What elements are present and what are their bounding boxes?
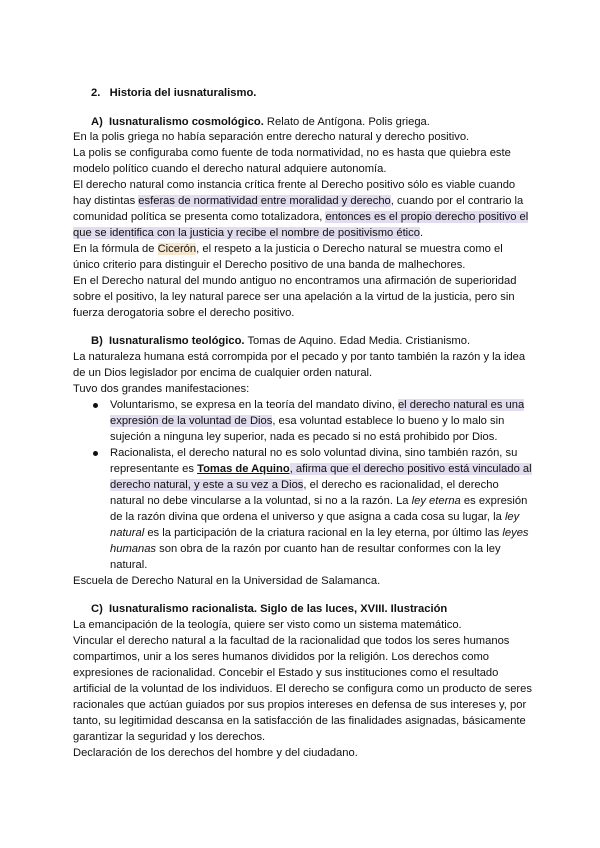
list-item-line: representante es Tomas de Aquino, afirma que el derecho positivo está vinculado al <box>110 463 532 475</box>
section-heading <box>91 85 256 101</box>
subsection-c-title: Iusnaturalismo racionalista. Siglo de las luces, XVIII. Ilustración <box>109 603 448 615</box>
section-number: 2. <box>91 87 101 99</box>
bullet-dot <box>93 403 98 408</box>
highlight: , afirma que el derecho positivo está vinculado al <box>289 463 532 475</box>
paragraph-line: tanto, su legitimidad descansa en la satisfacción de las finalidades asignadas, básicamente <box>73 715 526 727</box>
paragraph-line: modelo político cuando el derecho natural adquiere autonomía. <box>73 163 387 175</box>
subsection-b-title: Iusnaturalismo teológico. <box>109 335 245 347</box>
paragraph-line: hay distintas esferas de normatividad entre moralidad y derecho, cuando por el contrario la <box>73 195 524 207</box>
paragraph-line: fuerza derogatoria sobre el derecho positivo. <box>73 307 295 319</box>
paragraph-line: En la fórmula de Cicerón, el respeto a la justicia o Derecho natural se muestra como el <box>73 243 503 255</box>
paragraph-line: La emancipación de la teología, quiere ser visto como un sistema matemático. <box>73 619 462 631</box>
highlight: entonces es el propio derecho positivo el <box>325 211 529 223</box>
list-item-line: natural no debe vincularse a la voluntad, si no a la razón. La ley eterna es expresión <box>110 495 528 507</box>
list-item-line: de la razón divina que ordena el universo y que asigna a cada cosa su lugar, la ley <box>110 511 520 523</box>
bullet-dot <box>93 451 98 456</box>
list-item-line: derecho natural, y este a su vez a Dios, el derecho es racionalidad, el derecho <box>110 479 499 491</box>
list-item-line: Racionalista, el derecho natural no es solo voluntad divina, sino también razón, su <box>110 447 518 459</box>
paragraph-line: artificial de la voluntad de los individuos. El derecho se configura como un producto de seres <box>73 683 532 695</box>
subsection-b-label: B) <box>91 335 103 347</box>
italic-term: leyes <box>502 527 529 539</box>
list-item-line: humanas son obra de la razón por cuanto han de resultar conformes con la ley <box>110 543 501 555</box>
paragraph-line: expresiones de racionalidad. Concebir el Estado y sus instituciones como el resultado <box>73 667 499 679</box>
subsection-c-label: C) <box>91 603 103 615</box>
subsection-c-heading <box>91 601 447 617</box>
list-item-line: sujeción a ninguna ley superior, nada es pecado si no está prohibido por Dios. <box>110 431 498 443</box>
highlight: derecho natural, y este a su vez a Dios <box>110 479 304 491</box>
paragraph-line: compartimos, unir a los seres humanos divididos por la religión. Los derechos como <box>73 651 490 663</box>
paragraph-line: garantizar la seguridad y los derechos. <box>73 731 266 743</box>
paragraph-line: Tuvo dos grandes manifestaciones: <box>73 383 250 395</box>
list-item-line: natural. <box>110 559 148 571</box>
subsection-a-subtitle: Relato de Antígona. Polis griega. <box>263 116 430 128</box>
paragraph-line: sobre el positivo, la ley natural parece ser una apelación a la virtud de la justicia, pero sin <box>73 291 515 303</box>
highlight: expresión de la voluntad de Dios <box>110 415 273 427</box>
paragraph-line: En la polis griega no había separación entre derecho natural y derecho positivo. <box>73 131 470 143</box>
paragraph-line: único criterio para distinguir el Derecho positivo de una banda de malhechores. <box>73 259 466 271</box>
paragraph-line: comunidad política se presenta como totalizadora, entonces es el propio derecho positivo el <box>73 211 529 223</box>
subsection-b-heading <box>91 333 470 349</box>
highlight: el derecho natural es una <box>397 399 525 411</box>
list-item-line: expresión de la voluntad de Dios, esa voluntad establece lo bueno y lo malo sin <box>110 415 505 427</box>
list-item-line: Voluntarismo, se expresa en la teoría del mandato divino, el derecho natural es una <box>110 399 525 411</box>
list-item-line: natural es la participación de la criatura racional en la ley eterna, por último las leyes <box>110 527 529 539</box>
paragraph-line: Escuela de Derecho Natural en la Universidad de Salamanca. <box>73 575 381 587</box>
italic-term: ley <box>504 511 520 523</box>
paragraph-line: La naturaleza humana está corrompida por el pecado y por tanto también la razón y la idea <box>73 351 526 363</box>
paragraph-line: El derecho natural como instancia crítica frente al Derecho positivo sólo es viable cuando <box>73 179 516 191</box>
subsection-a-heading <box>91 114 430 130</box>
subsection-a-label: A) <box>91 116 103 128</box>
paragraph-line: de un Dios legislador por encima de cualquier orden natural. <box>73 367 373 379</box>
italic-term: ley eterna <box>411 495 461 507</box>
paragraph-line: Declaración de los derechos del hombre y del ciudadano. <box>73 747 358 759</box>
highlight-name: Cicerón <box>157 243 197 255</box>
italic-term: humanas <box>110 543 157 555</box>
paragraph-line: racionales que actúan guiados por sus propios intereses en defensa de sus intereses y, por <box>73 699 527 711</box>
subsection-a-title: Iusnaturalismo cosmológico. <box>109 116 264 128</box>
paragraph-line: que se identifica con la justicia y recibe el nombre de positivismo ético. <box>73 227 424 239</box>
subsection-b-subtitle: Tomas de Aquino. Edad Media. Cristianismo. <box>244 335 471 347</box>
paragraph-line: En el Derecho natural del mundo antiguo no encontramos una afirmación de superioridad <box>73 275 517 287</box>
section-title: Historia del iusnaturalismo. <box>109 87 257 99</box>
underlined-name: Tomas de Aquino <box>197 463 290 475</box>
highlight: esferas de normatividad entre moralidad y derecho <box>138 195 391 207</box>
paragraph-line: Vincular el derecho natural a la facultad de la racionalidad que todos los seres humanos <box>73 635 510 647</box>
highlight: que se identifica con la justicia y recibe el nombre de positivismo ético <box>73 227 420 239</box>
italic-term: natural <box>110 527 145 539</box>
paragraph-line: La polis se configuraba como fuente de toda normatividad, no es hasta que quiebra este <box>73 147 511 159</box>
